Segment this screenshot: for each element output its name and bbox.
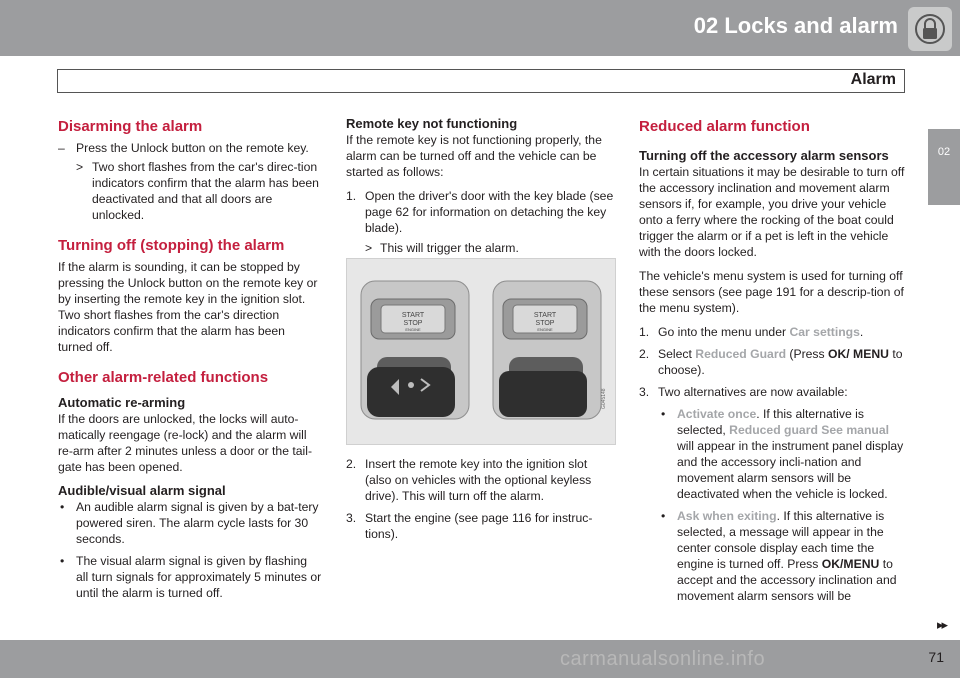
- rearm-text: If the doors are unlocked, the locks will auto-matically reengage (re-lock) and the alarm will re-arm after 2 minutes unless a door or the tail-gate has been opened.: [58, 412, 313, 474]
- disarm-result: > Two short flashes from the car's direc-tion indicators confirm that the alarm has been deactivated and that all doors are unlocked.: [76, 160, 319, 222]
- section-bar: [57, 69, 905, 93]
- remote-step-2: 2. Insert the remote key into the ignition slot (also on vehicles with the optional keyless drive). This will turn off the alarm.: [346, 457, 592, 503]
- continue-arrows-icon: ▸▸: [936, 617, 946, 632]
- heading-remote-not-functioning: Remote key not functioning: [346, 116, 518, 131]
- heading-turning-off: Turning off (stopping) the alarm: [58, 237, 285, 254]
- svg-text:START: START: [533, 312, 557, 319]
- header-bar: [0, 0, 960, 56]
- lock-icon: [908, 7, 952, 51]
- alternative-activate-once: • Activate once. If this alternative is selected, Reduced guard See manual will appear in the instrument panel display and the accessory incli-nation and movement alarm sensors will be deactivated when the vehicle is locked.: [661, 407, 904, 501]
- remote-step-1: 1. Open the driver's door with the key blade (see page 62 for information on detaching the key blade). > This will trigger the alarm.: [346, 189, 614, 255]
- heading-turnoff-accessory: Turning off the accessory alarm sensors: [639, 148, 889, 163]
- column-1: [58, 112, 322, 607]
- watermark: carmanualsonline.info: [560, 648, 766, 670]
- alternative-ask-when-exiting: • Ask when exiting. If this alternative is selected, a message will appear in the center console display each time the engine is turned off. Press OK/MENU to accept and the accessory inclination and movement alarm sensors will be: [661, 509, 897, 603]
- reduced-intro: In certain situations it may be desirable to turn off the accessory inclination and movement alarm sensors if, for example, you drive your vehicle onto a ferry where the rocking of the boat could trigger the alarm or if a pet is left in the vehicle with the doors locked.: [639, 165, 905, 259]
- reduced-step-2: 2. Select Reduced Guard (Press OK/ MENU to choose).: [639, 347, 903, 377]
- signal-item-1: • An audible alarm signal is given by a bat-tery powered siren. The alarm cycle lasts for 30 seconds.: [60, 500, 319, 546]
- signal-item-2: • The visual alarm signal is given by flashing all turn signals for approximately 5 minutes or until the alarm is turned off.: [60, 554, 322, 600]
- remote-text: If the remote key is not functioning properly, the alarm can be turned off and the vehicle can be started as follows:: [346, 133, 602, 179]
- reduced-step-1: 1. Go into the menu under Car settings.: [639, 325, 864, 339]
- turnoff-text: If the alarm is sounding, it can be stopped by pressing the Unlock button on the remote key or by inserting the remote key in the ignition slot. Two short flashes from the car's direction indicators confirm that the alarm has been turned off.: [58, 260, 318, 354]
- column-2-lower: [346, 456, 614, 548]
- reduced-step-3: 3. Two alternatives are now available:: [639, 385, 848, 399]
- svg-text:G045148: G045148: [601, 388, 607, 409]
- column-2: [346, 112, 614, 262]
- svg-text:START: START: [401, 312, 425, 319]
- menu-system-text: The vehicle's menu system is used for turning off these sensors (see page 191 for a descrip-tion of the menu system).: [639, 269, 904, 315]
- heading-reduced-alarm: Reduced alarm function: [639, 118, 810, 135]
- svg-text:ENGINE: ENGINE: [537, 327, 553, 332]
- heading-other-functions: Other alarm-related functions: [58, 369, 269, 386]
- heading-auto-rearm: Automatic re-arming: [58, 395, 186, 410]
- chapter-title: 02 Locks and alarm: [693, 13, 898, 38]
- section-title: Alarm: [850, 71, 896, 88]
- svg-text:ENGINE: ENGINE: [405, 327, 421, 332]
- remote-step-1-result: > This will trigger the alarm.: [365, 241, 519, 255]
- remote-step-3: 3. Start the engine (see page 116 for instruc-tions).: [346, 511, 593, 541]
- ignition-key-illustration: [346, 258, 616, 445]
- chapter-side-tab: 02: [928, 129, 960, 205]
- footer-bar: [0, 640, 960, 678]
- svg-text:STOP: STOP: [403, 320, 423, 327]
- heading-disarming: Disarming the alarm: [58, 118, 203, 135]
- column-3: [639, 112, 909, 610]
- disarm-step: – Press the Unlock button on the remote key.: [58, 140, 322, 156]
- heading-alarm-signal: Audible/visual alarm signal: [58, 483, 226, 498]
- page-number: 71: [928, 649, 944, 665]
- svg-text:STOP: STOP: [535, 320, 555, 327]
